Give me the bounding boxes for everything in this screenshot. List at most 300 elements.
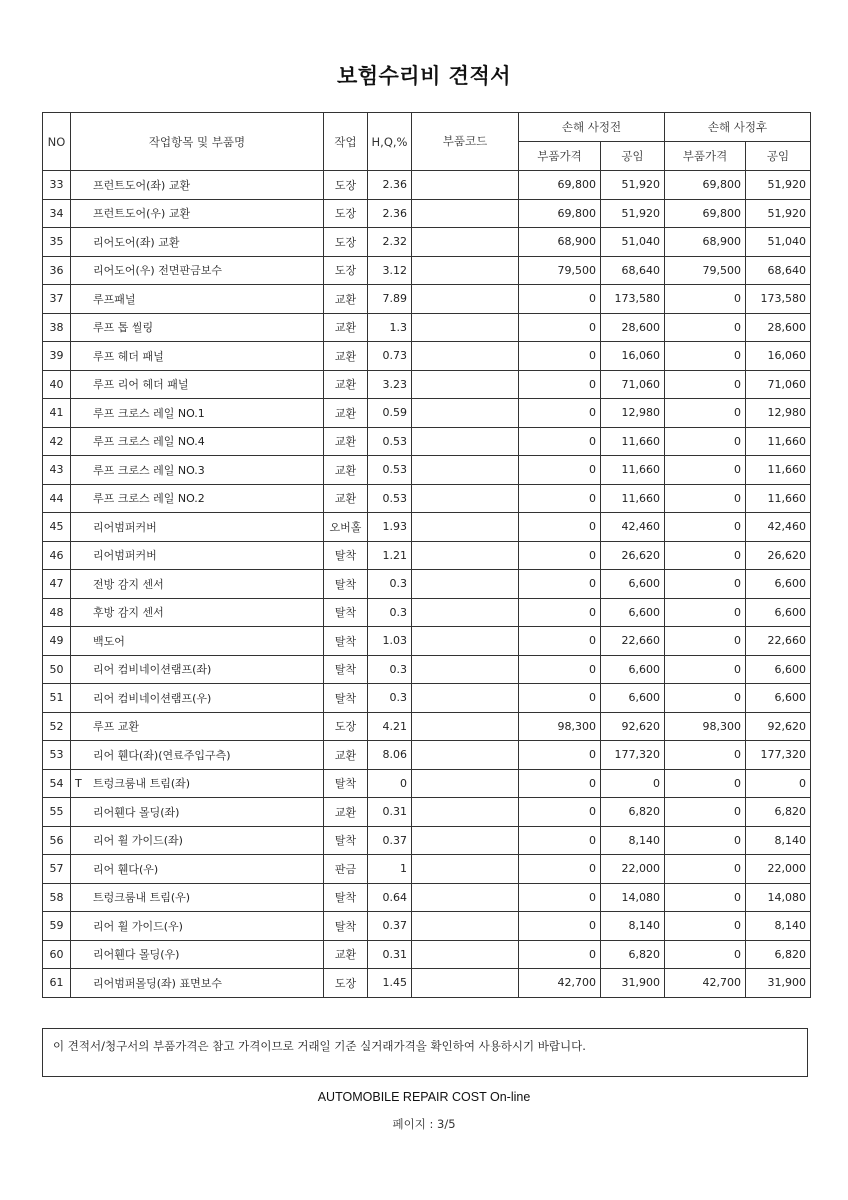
table-row	[43, 171, 811, 200]
item-name-text: 리어 컴비네이션램프(우)	[93, 691, 212, 705]
cell-pre-part-price: 0	[519, 598, 601, 627]
cell-work: 판금	[324, 855, 368, 884]
cell-post-part-price: 0	[665, 940, 746, 969]
cell-work: 도장	[324, 969, 368, 998]
cell-post-labor: 11,660	[746, 484, 811, 513]
cell-post-part-price: 0	[665, 513, 746, 542]
table-row	[43, 342, 811, 371]
cell-pre-part-price: 79,500	[519, 256, 601, 285]
cell-post-part-price: 0	[665, 484, 746, 513]
cell-pre-part-price: 0	[519, 655, 601, 684]
cell-post-part-price: 0	[665, 684, 746, 713]
cell-work: 도장	[324, 199, 368, 228]
cell-hq: 0.3	[368, 655, 412, 684]
cell-post-labor: 0	[746, 769, 811, 798]
cell-post-part-price: 69,800	[665, 171, 746, 200]
cell-hq: 0.31	[368, 798, 412, 827]
cell-no: 43	[43, 456, 71, 485]
cell-part-code	[412, 541, 519, 570]
cell-pre-part-price: 0	[519, 427, 601, 456]
row-flag: T	[75, 777, 82, 791]
cell-hq: 8.06	[368, 741, 412, 770]
item-name-text: 트렁크룸내 트림(우)	[93, 891, 191, 905]
cell-part-code	[412, 484, 519, 513]
cell-pre-labor: 8,140	[601, 826, 665, 855]
cell-pre-labor: 8,140	[601, 912, 665, 941]
cell-no: 45	[43, 513, 71, 542]
item-name-text: 루프패널	[93, 292, 136, 306]
cell-post-labor: 42,460	[746, 513, 811, 542]
cell-post-part-price: 0	[665, 313, 746, 342]
table-row	[43, 712, 811, 741]
cell-hq: 0.53	[368, 427, 412, 456]
cell-pre-labor: 11,660	[601, 427, 665, 456]
table-row	[43, 456, 811, 485]
cell-no: 44	[43, 484, 71, 513]
item-name-text: 리어범퍼몰딩(좌) 표면보수	[93, 976, 222, 990]
cell-hq: 0.53	[368, 456, 412, 485]
cell-no: 33	[43, 171, 71, 200]
cell-item-name	[71, 912, 324, 941]
cell-post-part-price: 69,800	[665, 199, 746, 228]
cell-work: 탈착	[324, 541, 368, 570]
cell-no: 36	[43, 256, 71, 285]
cell-pre-labor: 16,060	[601, 342, 665, 371]
cell-hq: 3.12	[368, 256, 412, 285]
table-row	[43, 399, 811, 428]
cell-pre-labor: 6,600	[601, 598, 665, 627]
cell-post-part-price: 0	[665, 541, 746, 570]
header-before-adjustment: 손해 사정전	[519, 113, 665, 142]
cell-part-code	[412, 313, 519, 342]
table-row	[43, 627, 811, 656]
cell-item-name	[71, 769, 324, 798]
cell-pre-part-price: 69,800	[519, 199, 601, 228]
cell-pre-labor: 51,040	[601, 228, 665, 257]
cell-post-part-price: 98,300	[665, 712, 746, 741]
item-name-text: 리어도어(우) 전면판금보수	[93, 264, 222, 278]
document-title: 보험수리비 견적서	[336, 64, 512, 88]
cell-item-name	[71, 826, 324, 855]
cell-post-part-price: 68,900	[665, 228, 746, 257]
cell-item-name	[71, 342, 324, 371]
cell-pre-part-price: 0	[519, 456, 601, 485]
cell-pre-part-price: 0	[519, 399, 601, 428]
cell-hq: 0.37	[368, 826, 412, 855]
cell-work: 탈착	[324, 883, 368, 912]
cell-pre-labor: 22,660	[601, 627, 665, 656]
cell-no: 38	[43, 313, 71, 342]
cell-work: 탈착	[324, 570, 368, 599]
cell-post-part-price: 0	[665, 456, 746, 485]
table-row	[43, 855, 811, 884]
table-row	[43, 313, 811, 342]
cell-pre-part-price: 0	[519, 826, 601, 855]
cell-pre-part-price: 0	[519, 769, 601, 798]
cell-no: 42	[43, 427, 71, 456]
cell-hq: 3.23	[368, 370, 412, 399]
cell-hq: 2.32	[368, 228, 412, 257]
cell-post-labor: 16,060	[746, 342, 811, 371]
header-post-part-price: 부품가격	[665, 142, 746, 171]
cell-post-part-price: 0	[665, 627, 746, 656]
cell-hq: 2.36	[368, 199, 412, 228]
cell-no: 49	[43, 627, 71, 656]
cell-post-labor: 6,600	[746, 598, 811, 627]
cell-post-part-price: 0	[665, 769, 746, 798]
cell-pre-labor: 71,060	[601, 370, 665, 399]
cell-item-name	[71, 256, 324, 285]
cell-pre-labor: 11,660	[601, 456, 665, 485]
cell-hq: 4.21	[368, 712, 412, 741]
cell-hq: 1.93	[368, 513, 412, 542]
cell-hq: 0.3	[368, 570, 412, 599]
cell-pre-part-price: 0	[519, 484, 601, 513]
table-row	[43, 883, 811, 912]
notice-box	[42, 1028, 808, 1077]
cell-item-name	[71, 199, 324, 228]
cell-item-name	[71, 541, 324, 570]
header-no: NO	[43, 113, 71, 171]
cell-post-part-price: 42,700	[665, 969, 746, 998]
item-name-text: 루프 리어 헤더 패널	[93, 378, 189, 392]
cell-no: 56	[43, 826, 71, 855]
cell-no: 40	[43, 370, 71, 399]
cell-work: 교환	[324, 484, 368, 513]
cell-part-code	[412, 826, 519, 855]
cell-part-code	[412, 171, 519, 200]
cell-hq: 2.36	[368, 171, 412, 200]
cell-pre-part-price: 0	[519, 883, 601, 912]
cell-item-name	[71, 171, 324, 200]
cell-post-labor: 6,820	[746, 940, 811, 969]
cell-item-name	[71, 883, 324, 912]
cell-post-labor: 6,820	[746, 798, 811, 827]
cell-part-code	[412, 598, 519, 627]
cell-item-name	[71, 712, 324, 741]
cell-post-part-price: 0	[665, 598, 746, 627]
notice-text: 이 견적서/청구서의 부품가격은 참고 가격이므로 거래일 기준 실거래가격을 확인하여 사용하시기 바랍니다.	[53, 1039, 586, 1053]
cell-post-labor: 6,600	[746, 684, 811, 713]
item-name-text: 트렁크룸내 트림(좌)	[93, 777, 191, 791]
item-name-text: 백도어	[93, 634, 125, 648]
cell-post-labor: 68,640	[746, 256, 811, 285]
cell-pre-part-price: 69,800	[519, 171, 601, 200]
cell-pre-part-price: 0	[519, 684, 601, 713]
cell-item-name	[71, 627, 324, 656]
cell-item-name	[71, 313, 324, 342]
item-name-text: 리어휀다 몰딩(우)	[93, 948, 180, 962]
cell-part-code	[412, 627, 519, 656]
cell-work: 탈착	[324, 598, 368, 627]
cell-post-part-price: 0	[665, 655, 746, 684]
cell-pre-part-price: 98,300	[519, 712, 601, 741]
cell-post-labor: 6,600	[746, 570, 811, 599]
cell-hq: 0.53	[368, 484, 412, 513]
cell-item-name	[71, 969, 324, 998]
table-row	[43, 940, 811, 969]
cell-post-labor: 177,320	[746, 741, 811, 770]
cell-post-part-price: 0	[665, 570, 746, 599]
item-name-text: 루프 톱 씰링	[93, 321, 154, 335]
cell-part-code	[412, 855, 519, 884]
cell-part-code	[412, 741, 519, 770]
cell-no: 35	[43, 228, 71, 257]
table-row	[43, 598, 811, 627]
cell-pre-part-price: 0	[519, 940, 601, 969]
cell-hq: 0.59	[368, 399, 412, 428]
header-part-code: 부품코드	[412, 113, 519, 171]
cell-pre-labor: 14,080	[601, 883, 665, 912]
cell-work: 오버홀	[324, 513, 368, 542]
cell-part-code	[412, 456, 519, 485]
cell-pre-part-price: 0	[519, 627, 601, 656]
cell-pre-part-price: 42,700	[519, 969, 601, 998]
cell-part-code	[412, 940, 519, 969]
cell-work: 교환	[324, 456, 368, 485]
header-work: 작업	[324, 113, 368, 171]
cell-post-labor: 8,140	[746, 826, 811, 855]
cell-item-name	[71, 228, 324, 257]
cell-pre-labor: 68,640	[601, 256, 665, 285]
cell-part-code	[412, 513, 519, 542]
cell-post-part-price: 0	[665, 912, 746, 941]
cell-pre-part-price: 0	[519, 313, 601, 342]
cell-pre-labor: 26,620	[601, 541, 665, 570]
cell-work: 탈착	[324, 769, 368, 798]
cell-post-part-price: 0	[665, 342, 746, 371]
cell-part-code	[412, 883, 519, 912]
cell-post-part-price: 0	[665, 855, 746, 884]
cell-work: 교환	[324, 370, 368, 399]
cell-pre-labor: 31,900	[601, 969, 665, 998]
cell-post-labor: 14,080	[746, 883, 811, 912]
cell-pre-part-price: 0	[519, 541, 601, 570]
item-name-text: 루프 크로스 레일 NO.3	[93, 463, 205, 477]
cell-pre-labor: 11,660	[601, 484, 665, 513]
cell-no: 39	[43, 342, 71, 371]
cell-pre-labor: 173,580	[601, 285, 665, 314]
cell-item-name	[71, 855, 324, 884]
cell-no: 46	[43, 541, 71, 570]
cell-part-code	[412, 427, 519, 456]
cell-pre-labor: 12,980	[601, 399, 665, 428]
item-name-text: 프런트도어(우) 교환	[93, 207, 191, 221]
cell-work: 탈착	[324, 655, 368, 684]
cell-pre-part-price: 0	[519, 513, 601, 542]
item-name-text: 리어 휠 가이드(좌)	[93, 834, 183, 848]
cell-part-code	[412, 370, 519, 399]
header-row-group	[43, 113, 811, 142]
cell-post-labor: 12,980	[746, 399, 811, 428]
cell-hq: 1.45	[368, 969, 412, 998]
cell-post-labor: 11,660	[746, 427, 811, 456]
item-name-text: 리어휀다 몰딩(좌)	[93, 805, 180, 819]
cell-post-labor: 92,620	[746, 712, 811, 741]
cell-work: 교환	[324, 399, 368, 428]
item-name-text: 프런트도어(좌) 교환	[93, 178, 191, 192]
table-row	[43, 684, 811, 713]
cell-pre-part-price: 0	[519, 570, 601, 599]
cell-hq: 0.73	[368, 342, 412, 371]
cell-pre-part-price: 0	[519, 342, 601, 371]
cell-post-part-price: 0	[665, 826, 746, 855]
cell-item-name	[71, 940, 324, 969]
item-name-text: 리어 휀다(좌)(연료주입구측)	[93, 748, 231, 762]
cell-pre-labor: 51,920	[601, 199, 665, 228]
cell-item-name	[71, 427, 324, 456]
table-row	[43, 798, 811, 827]
cell-hq: 1.21	[368, 541, 412, 570]
cell-item-name	[71, 570, 324, 599]
cell-work: 교환	[324, 741, 368, 770]
cell-item-name	[71, 598, 324, 627]
cell-pre-labor: 177,320	[601, 741, 665, 770]
cell-part-code	[412, 399, 519, 428]
cell-no: 57	[43, 855, 71, 884]
table-row	[43, 826, 811, 855]
cell-pre-labor: 51,920	[601, 171, 665, 200]
cell-work: 도장	[324, 171, 368, 200]
table-row	[43, 541, 811, 570]
cell-no: 51	[43, 684, 71, 713]
table-row	[43, 513, 811, 542]
cell-part-code	[412, 912, 519, 941]
cell-part-code	[412, 684, 519, 713]
cell-work: 탈착	[324, 684, 368, 713]
cell-post-part-price: 0	[665, 399, 746, 428]
cell-post-part-price: 0	[665, 285, 746, 314]
header-after-adjustment: 손해 사정후	[665, 113, 811, 142]
cell-item-name	[71, 456, 324, 485]
cell-post-part-price: 0	[665, 741, 746, 770]
cell-pre-labor: 42,460	[601, 513, 665, 542]
cell-post-part-price: 0	[665, 370, 746, 399]
item-name-text: 리어 컴비네이션램프(좌)	[93, 663, 212, 677]
item-name-text: 전방 감지 센서	[93, 577, 164, 591]
cell-part-code	[412, 969, 519, 998]
item-name-text: 리어범퍼커버	[93, 549, 157, 563]
cell-pre-labor: 6,820	[601, 798, 665, 827]
cell-part-code	[412, 342, 519, 371]
cell-work: 도장	[324, 712, 368, 741]
cell-post-labor: 8,140	[746, 912, 811, 941]
cell-no: 58	[43, 883, 71, 912]
cell-work: 교환	[324, 798, 368, 827]
cell-part-code	[412, 199, 519, 228]
cell-work: 교환	[324, 940, 368, 969]
cell-item-name	[71, 513, 324, 542]
cell-item-name	[71, 370, 324, 399]
cell-part-code	[412, 712, 519, 741]
cell-no: 48	[43, 598, 71, 627]
cell-post-part-price: 0	[665, 883, 746, 912]
cell-post-labor: 28,600	[746, 313, 811, 342]
item-name-text: 루프 크로스 레일 NO.1	[93, 406, 205, 420]
item-name-text: 루프 크로스 레일 NO.2	[93, 492, 205, 506]
cell-no: 53	[43, 741, 71, 770]
cell-post-labor: 22,660	[746, 627, 811, 656]
cell-post-labor: 31,900	[746, 969, 811, 998]
cell-pre-part-price: 0	[519, 855, 601, 884]
cell-pre-labor: 6,600	[601, 655, 665, 684]
cell-no: 34	[43, 199, 71, 228]
table-row	[43, 427, 811, 456]
cell-no: 52	[43, 712, 71, 741]
cell-post-labor: 11,660	[746, 456, 811, 485]
cell-hq: 1.3	[368, 313, 412, 342]
cell-work: 도장	[324, 228, 368, 257]
table-row	[43, 484, 811, 513]
cell-work: 교환	[324, 285, 368, 314]
cell-work: 탈착	[324, 627, 368, 656]
cell-part-code	[412, 769, 519, 798]
table-row	[43, 199, 811, 228]
cell-part-code	[412, 798, 519, 827]
cell-item-name	[71, 684, 324, 713]
cell-part-code	[412, 285, 519, 314]
cell-work: 도장	[324, 256, 368, 285]
cell-work: 교환	[324, 342, 368, 371]
cell-post-part-price: 79,500	[665, 256, 746, 285]
cell-post-labor: 22,000	[746, 855, 811, 884]
cell-pre-labor: 6,600	[601, 684, 665, 713]
cell-pre-part-price: 68,900	[519, 228, 601, 257]
table-row	[43, 285, 811, 314]
header-hq: H,Q,%	[368, 113, 412, 171]
table-row	[43, 228, 811, 257]
cell-item-name	[71, 798, 324, 827]
cell-work: 탈착	[324, 912, 368, 941]
cell-item-name	[71, 399, 324, 428]
item-name-text: 루프 헤더 패널	[93, 349, 164, 363]
table-body	[43, 171, 811, 998]
table-row	[43, 370, 811, 399]
cell-no: 54	[43, 769, 71, 798]
item-name-text: 리어도어(좌) 교환	[93, 235, 180, 249]
table-row	[43, 741, 811, 770]
cell-no: 50	[43, 655, 71, 684]
cell-pre-labor: 0	[601, 769, 665, 798]
item-name-text: 리어 휠 가이드(우)	[93, 919, 183, 933]
cell-post-part-price: 0	[665, 427, 746, 456]
cell-hq: 0.31	[368, 940, 412, 969]
cell-part-code	[412, 655, 519, 684]
cell-work: 탈착	[324, 826, 368, 855]
cell-post-labor: 26,620	[746, 541, 811, 570]
cell-post-labor: 71,060	[746, 370, 811, 399]
cell-hq: 0.37	[368, 912, 412, 941]
cell-pre-labor: 92,620	[601, 712, 665, 741]
cell-work: 교환	[324, 313, 368, 342]
cell-work: 교환	[324, 427, 368, 456]
cell-hq: 7.89	[368, 285, 412, 314]
cell-no: 59	[43, 912, 71, 941]
cell-no: 60	[43, 940, 71, 969]
cell-hq: 0.3	[368, 684, 412, 713]
cell-no: 55	[43, 798, 71, 827]
cell-hq: 0.64	[368, 883, 412, 912]
header-item: 작업항목 및 부품명	[71, 113, 324, 171]
cell-pre-labor: 22,000	[601, 855, 665, 884]
cell-post-labor: 6,600	[746, 655, 811, 684]
cell-item-name	[71, 285, 324, 314]
item-name-text: 리어 휀다(우)	[93, 862, 159, 876]
cell-post-part-price: 0	[665, 798, 746, 827]
cell-hq: 1.03	[368, 627, 412, 656]
cell-pre-labor: 6,600	[601, 570, 665, 599]
cell-hq: 1	[368, 855, 412, 884]
